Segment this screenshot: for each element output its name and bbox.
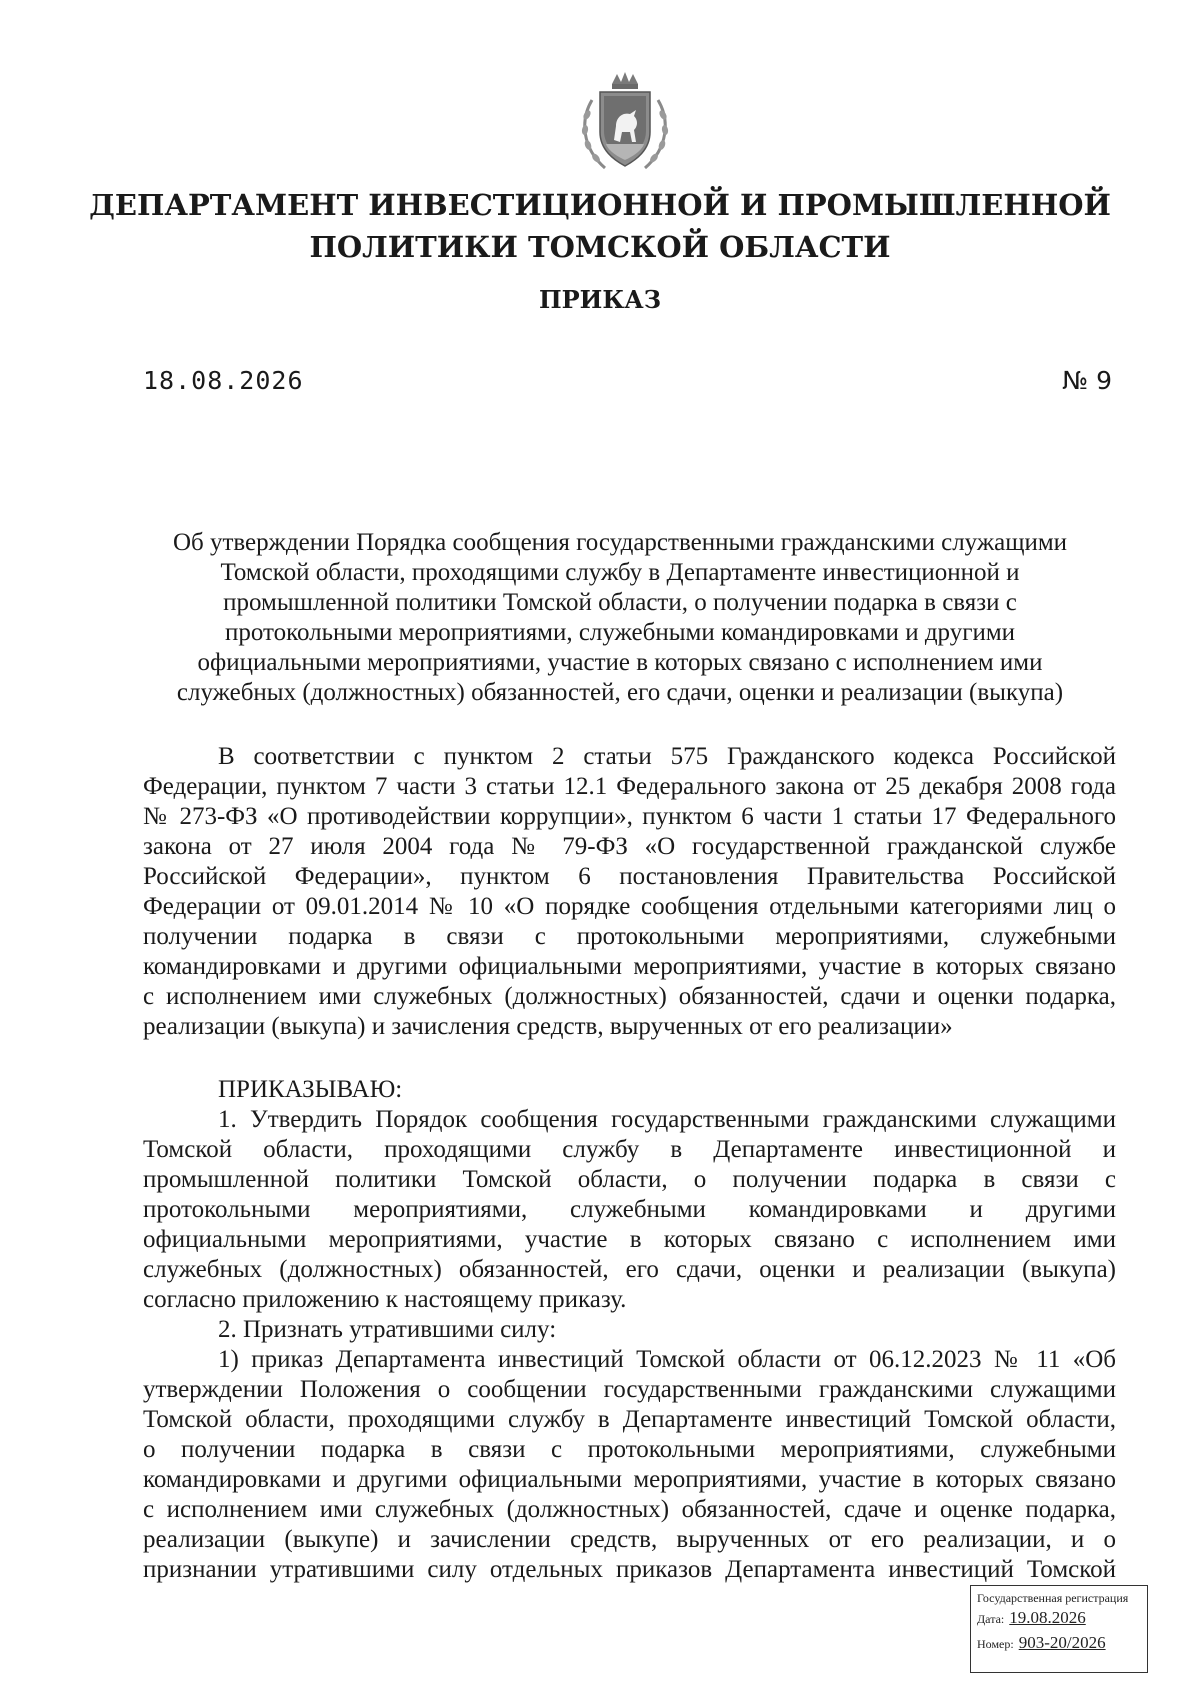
- preamble-line: с исполнением ими служебных (должностных) обязанностей, сдачи и оценки подарка,: [143, 983, 1116, 1010]
- order-item-2-1-line: командировками и другими официальными мероприятиями, участие в которых связано: [143, 1466, 1116, 1493]
- registration-number-value: 903-20/2026: [1018, 1633, 1106, 1652]
- order-item-2-1: [143, 1345, 1116, 1585]
- order-item-2-1-line: с исполнением ими служебных (должностных) обязанностей, сдаче и оценке подарка,: [143, 1496, 1116, 1523]
- preamble-line: В соответствии с пунктом 2 статьи 575 Гражданского кодекса Российской: [218, 743, 1116, 770]
- subject-line: официальными мероприятиями, участие в которых связано с исполнением ими: [197, 649, 1043, 676]
- order-item-2-heading: 2. Признать утратившими силу:: [218, 1316, 557, 1343]
- registration-date-value: 19.08.2026: [1009, 1608, 1086, 1627]
- preamble-line: № 273-ФЗ «О противодействии коррупции», пунктом 6 части 1 статьи 17 Федерального: [143, 803, 1116, 830]
- order-word: ПРИКАЗЫВАЮ:: [218, 1076, 403, 1103]
- preamble-line: закона от 27 июля 2004 года № 79-ФЗ «О государственной гражданской службе: [143, 833, 1116, 860]
- order-item-2-1-line: признании утратившими силу отдельных приказов Департамента инвестиций Томской: [143, 1556, 1116, 1583]
- registration-date-row: [977, 1606, 1141, 1631]
- registration-number-label: Номер:: [977, 1637, 1014, 1651]
- subject-line: протокольными мероприятиями, служебными командировками и другими: [224, 619, 1016, 646]
- subject-line: служебных (должностных) обязанностей, его сдачи, оценки и реализации (выкупа): [176, 679, 1064, 706]
- order-item-1: [143, 1105, 1116, 1315]
- preamble-line: Российской Федерации», пунктом 6 постановления Правительства Российской: [143, 863, 1116, 890]
- order-item-2-1-line: реализации (выкупе) и зачислении средств, вырученных от его реализации, и о: [143, 1526, 1116, 1553]
- subject-line: Томской области, проходящими службу в Департаменте инвестиционной и: [220, 559, 1020, 586]
- order-item-1-line: протокольными мероприятиями, служебными командировками и другими: [143, 1196, 1116, 1223]
- document-type: ПРИКАЗ: [538, 285, 662, 314]
- order-item-2: [143, 1315, 1116, 1345]
- preamble-line: Федерации от 09.01.2014 № 10 «О порядке сообщения отдельными категориями лиц о: [143, 893, 1116, 920]
- registration-number-row: [977, 1631, 1141, 1656]
- order-item-1-line: промышленной политики Томской области, о получении подарка в связи с: [143, 1166, 1116, 1193]
- organization-title-line-1: ДЕПАРТАМЕНТ ИНВЕСТИЦИОННОЙ И ПРОМЫШЛЕННОЙ: [89, 188, 1111, 222]
- order-item-1-line: служебных (должностных) обязанностей, его сдачи, оценки и реализации (выкупа): [143, 1256, 1116, 1283]
- registration-stamp-title: Государственная регистрация: [977, 1591, 1129, 1605]
- order-word-block: [143, 1075, 1116, 1105]
- preamble-line: Федерации, пунктом 7 части 3 статьи 12.1 Федерального закона от 25 декабря 2008 года: [143, 773, 1116, 800]
- preamble-line: получении подарка в связи с протокольными мероприятиями, служебными: [143, 923, 1116, 950]
- subject-line: Об утверждении Порядка сообщения государственными гражданскими служащими: [172, 529, 1068, 556]
- document-date: 18.08.2026: [143, 366, 304, 395]
- order-item-1-line: Томской области, проходящими службу в Департаменте инвестиционной и: [143, 1136, 1116, 1163]
- coat-of-arms-icon: [570, 70, 680, 180]
- order-item-1-line: 1. Утвердить Порядок сообщения государственными гражданскими служащими: [218, 1106, 1116, 1133]
- order-item-2-1-line: утверждении Положения о сообщении государственными гражданскими служащими: [143, 1376, 1116, 1403]
- document-subject: [130, 528, 1110, 708]
- order-item-2-1-line: о получении подарка в связи с протокольными мероприятиями, служебными: [143, 1436, 1116, 1463]
- organization-title: [0, 184, 1200, 268]
- order-item-2-1-line: Томской области, проходящими службу в Департаменте инвестиций Томской области,: [143, 1406, 1116, 1433]
- registration-date-label: Дата:: [977, 1612, 1005, 1626]
- order-item-1-line: официальными мероприятиями, участие в которых связано с исполнением ими: [143, 1226, 1116, 1253]
- preamble-line: командировками и другими официальными мероприятиями, участие в которых связано: [143, 953, 1116, 980]
- document-number: № 9: [1062, 366, 1112, 395]
- subject-line: промышленной политики Томской области, о получении подарка в связи с: [223, 589, 1017, 616]
- registration-stamp: [970, 1585, 1148, 1673]
- order-item-1-line: согласно приложению к настоящему приказу.: [143, 1286, 627, 1313]
- preamble-line: реализации (выкупа) и зачисления средств, вырученных от его реализации»: [143, 1013, 953, 1040]
- preamble-paragraph: [143, 742, 1116, 1042]
- order-item-2-1-line: 1) приказ Департамента инвестиций Томской области от 06.12.2023 № 11 «Об: [218, 1346, 1116, 1373]
- organization-title-line-2: ПОЛИТИКИ ТОМСКОЙ ОБЛАСТИ: [309, 230, 891, 264]
